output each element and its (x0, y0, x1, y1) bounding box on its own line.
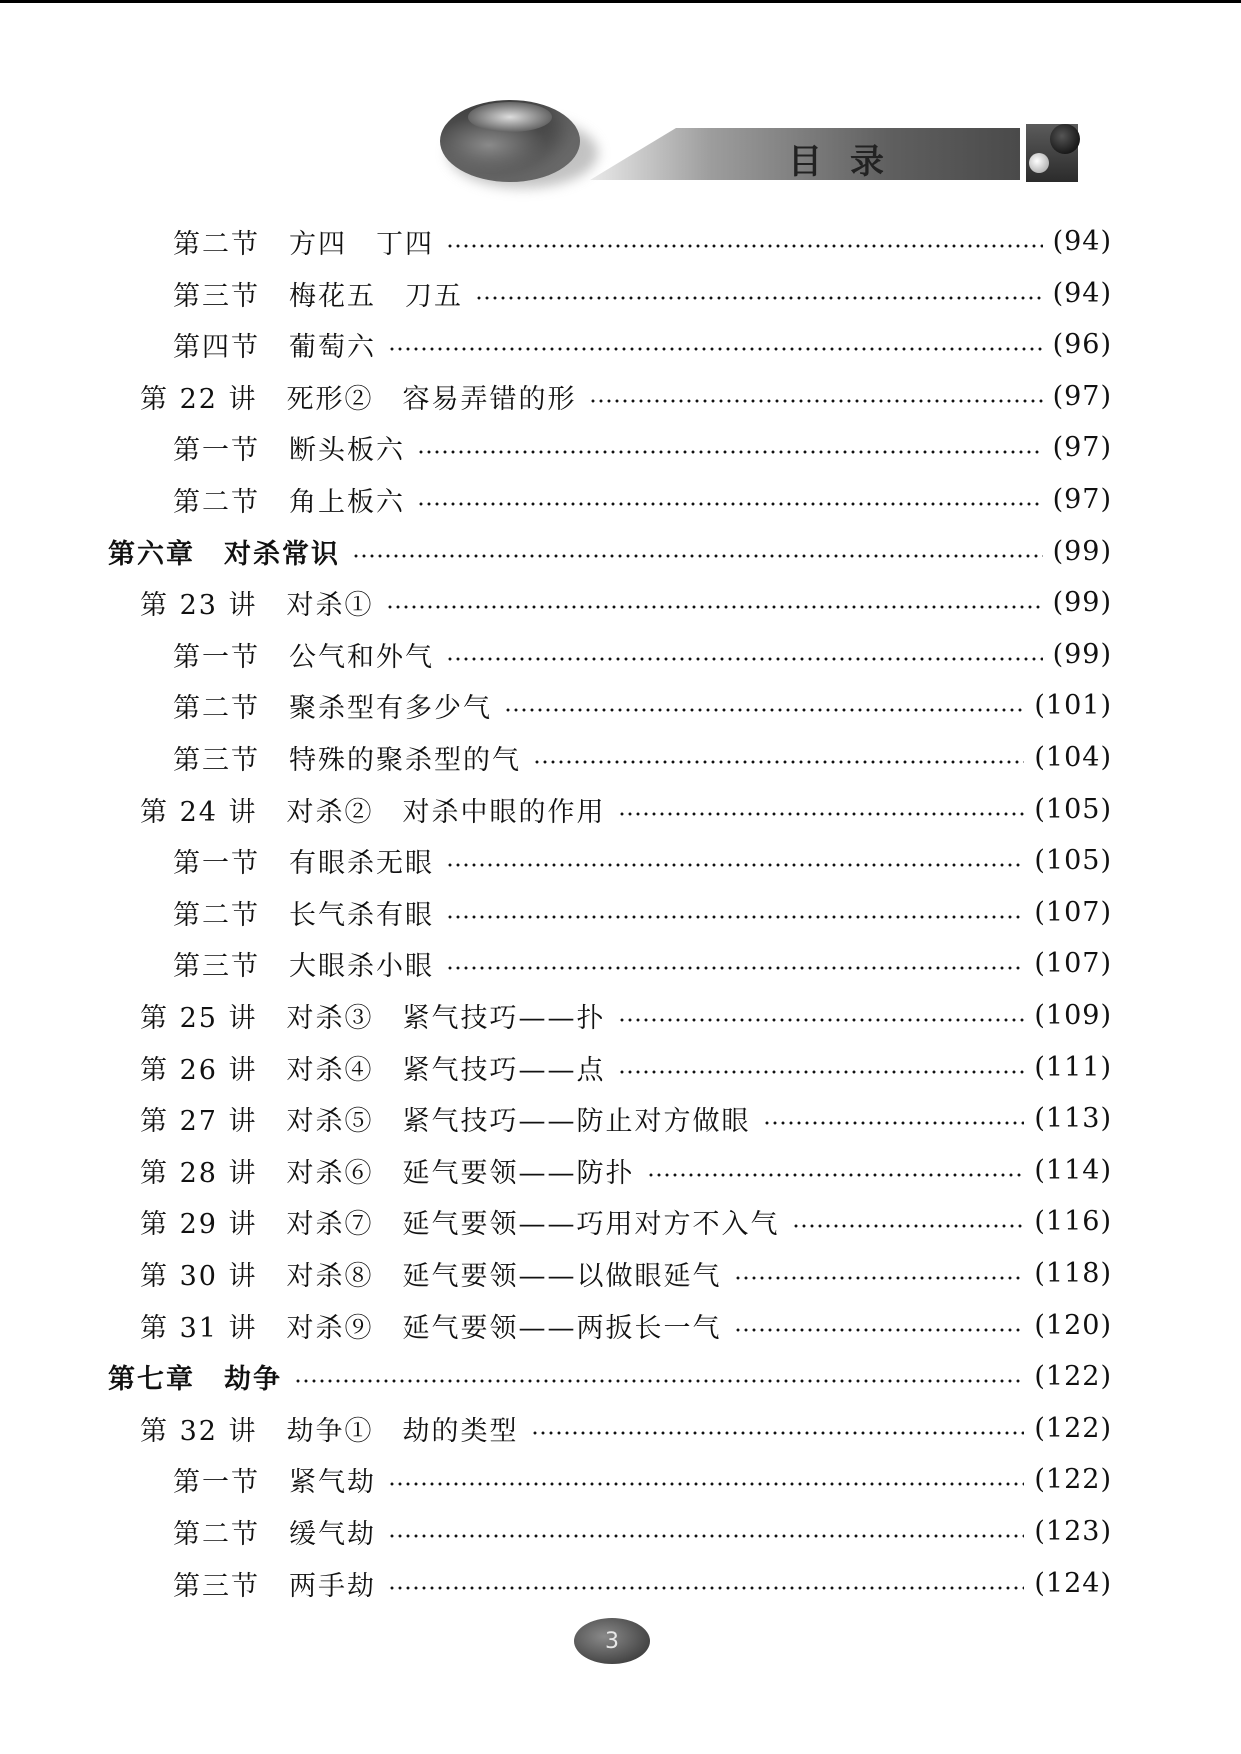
toc-entry-page: (113) (1034, 1102, 1112, 1134)
toc-entry-title: 第七章 劫争 (108, 1363, 282, 1395)
toc-lecture-entry (140, 1098, 1112, 1138)
toc-entry-page: (99) (1052, 535, 1112, 567)
page-number-badge (574, 1618, 650, 1664)
toc-section-entry (173, 479, 1112, 519)
toc-entry-page: (94) (1052, 277, 1112, 309)
toc-entry-title: 第 22 讲 死形② 容易弄错的形 (140, 383, 577, 415)
toc-section-entry (173, 324, 1112, 364)
toc-entry-page: (99) (1052, 586, 1112, 618)
dot-leader (446, 966, 1024, 970)
toc-entry-page: (97) (1052, 483, 1112, 515)
toc-section-entry (173, 273, 1112, 313)
toc-entry-title: 第 31 讲 对杀⑨ 延气要领——两扳长一气 (140, 1312, 722, 1344)
toc-entry-page: (97) (1052, 431, 1112, 463)
toc-entry-title: 第一节 紧气劫 (173, 1466, 376, 1498)
page-header-banner (440, 88, 1100, 188)
toc-entry-title: 第二节 聚杀型有多少气 (173, 692, 492, 724)
dot-leader (388, 1482, 1024, 1486)
toc-section-entry (173, 840, 1112, 880)
dot-leader (386, 605, 1043, 609)
toc-entry-title: 第 23 讲 对杀① (140, 589, 374, 621)
toc-entry-title: 第三节 梅花五 刀五 (173, 280, 463, 312)
toc-entry-page: (94) (1052, 225, 1112, 257)
toc-entry-title: 第 24 讲 对杀② 对杀中眼的作用 (140, 796, 606, 828)
page-number: 3 (605, 1628, 619, 1654)
toc-entry-title: 第 25 讲 对杀③ 紧气技巧——扑 (140, 1002, 606, 1034)
toc-entry-title: 第二节 缓气劫 (173, 1518, 376, 1550)
toc-entry-title: 第二节 方四 丁四 (173, 228, 434, 260)
toc-entry-title: 第 26 讲 对杀④ 紧气技巧——点 (140, 1054, 606, 1086)
toc-lecture-entry (140, 1408, 1112, 1448)
dot-leader (446, 863, 1024, 867)
black-stone-icon (1050, 124, 1080, 154)
toc-entry-page: (107) (1034, 896, 1112, 928)
dot-leader (294, 1379, 1024, 1383)
toc-entry-title: 第 28 讲 对杀⑥ 延气要领——防扑 (140, 1157, 635, 1189)
toc-lecture-entry (140, 376, 1112, 416)
toc-entry-title: 第一节 公气和外气 (173, 641, 434, 673)
toc-lecture-entry (140, 1305, 1112, 1345)
toc-entry-title: 第一节 有眼杀无眼 (173, 847, 434, 879)
toc-chapter-entry (108, 1356, 1112, 1396)
dot-leader (388, 1586, 1024, 1590)
toc-section-entry (173, 1459, 1112, 1499)
toc-section-entry (173, 943, 1112, 983)
toc-entry-page: (122) (1034, 1360, 1112, 1392)
toc-entry-page: (118) (1034, 1257, 1112, 1289)
toc-entry-page: (99) (1052, 638, 1112, 670)
dot-leader (446, 244, 1043, 248)
toc-entry-page: (105) (1034, 844, 1112, 876)
toc-entry-title: 第 27 讲 对杀⑤ 紧气技巧——防止对方做眼 (140, 1105, 751, 1137)
toc-section-entry (173, 685, 1112, 725)
toc-entry-title: 第 30 讲 对杀⑧ 延气要领——以做眼延气 (140, 1260, 722, 1292)
dot-leader (763, 1121, 1025, 1125)
toc-section-entry (173, 737, 1112, 777)
toc-section-entry (173, 634, 1112, 674)
toc-entry-title: 第一节 断头板六 (173, 434, 405, 466)
dot-leader (446, 657, 1043, 661)
dot-leader (388, 1534, 1024, 1538)
toc-entry-title: 第二节 角上板六 (173, 486, 405, 518)
toc-entry-page: (122) (1034, 1412, 1112, 1444)
toc-section-entry (173, 221, 1112, 261)
white-stone-icon (1029, 153, 1049, 173)
toc-lecture-entry (140, 582, 1112, 622)
dot-leader (618, 1070, 1025, 1074)
toc-lecture-entry (140, 1047, 1112, 1087)
toc-entry-page: (97) (1052, 380, 1112, 412)
dot-leader (388, 347, 1043, 351)
toc-entry-title: 第 29 讲 对杀⑦ 延气要领——巧用对方不入气 (140, 1208, 780, 1240)
toc-lecture-entry (140, 789, 1112, 829)
dot-leader (417, 502, 1043, 506)
toc-entry-title: 第三节 大眼杀小眼 (173, 950, 434, 982)
toc-entry-page: (107) (1034, 947, 1112, 979)
page-title: 目录 (788, 142, 912, 182)
toc-entry-page: (114) (1034, 1154, 1112, 1186)
dot-leader (647, 1173, 1025, 1177)
dot-leader (792, 1224, 1025, 1228)
toc-section-entry (173, 892, 1112, 932)
dot-leader (531, 1431, 1025, 1435)
go-bowl-lid-icon (468, 102, 552, 132)
toc-entry-page: (96) (1052, 328, 1112, 360)
toc-chapter-entry (108, 531, 1112, 571)
toc-entry-page: (111) (1034, 1051, 1112, 1083)
toc-entry-page: (122) (1034, 1463, 1112, 1495)
toc-entry-page: (101) (1034, 689, 1112, 721)
toc-entry-page: (104) (1034, 741, 1112, 773)
dot-leader (734, 1328, 1025, 1332)
dot-leader (504, 708, 1024, 712)
toc-entry-title: 第三节 两手劫 (173, 1570, 376, 1602)
dot-leader (589, 399, 1043, 403)
toc-entry-page: (123) (1034, 1515, 1112, 1547)
toc-entry-page: (116) (1034, 1205, 1112, 1237)
toc-entry-page: (120) (1034, 1309, 1112, 1341)
dot-leader (618, 1018, 1025, 1022)
top-border-rule (0, 0, 1241, 3)
dot-leader (352, 554, 1043, 558)
toc-entry-page: (105) (1034, 793, 1112, 825)
toc-entry-title: 第三节 特殊的聚杀型的气 (173, 744, 521, 776)
toc-lecture-entry (140, 1150, 1112, 1190)
toc-entry-title: 第 32 讲 劫争① 劫的类型 (140, 1415, 519, 1447)
dot-leader (446, 915, 1024, 919)
toc-lecture-entry (140, 1201, 1112, 1241)
toc-section-entry (173, 1563, 1112, 1603)
toc-section-entry (173, 427, 1112, 467)
toc-entry-title: 第六章 对杀常识 (108, 538, 340, 570)
toc-entry-title: 第二节 长气杀有眼 (173, 899, 434, 931)
toc-lecture-entry (140, 995, 1112, 1035)
toc-entry-page: (124) (1034, 1567, 1112, 1599)
toc-entry-page: (109) (1034, 999, 1112, 1031)
dot-leader (417, 450, 1043, 454)
dot-leader (533, 760, 1024, 764)
toc-section-entry (173, 1511, 1112, 1551)
dot-leader (734, 1276, 1025, 1280)
toc-lecture-entry (140, 1253, 1112, 1293)
dot-leader (475, 296, 1043, 300)
dot-leader (618, 812, 1025, 816)
toc-entry-title: 第四节 葡萄六 (173, 331, 376, 363)
